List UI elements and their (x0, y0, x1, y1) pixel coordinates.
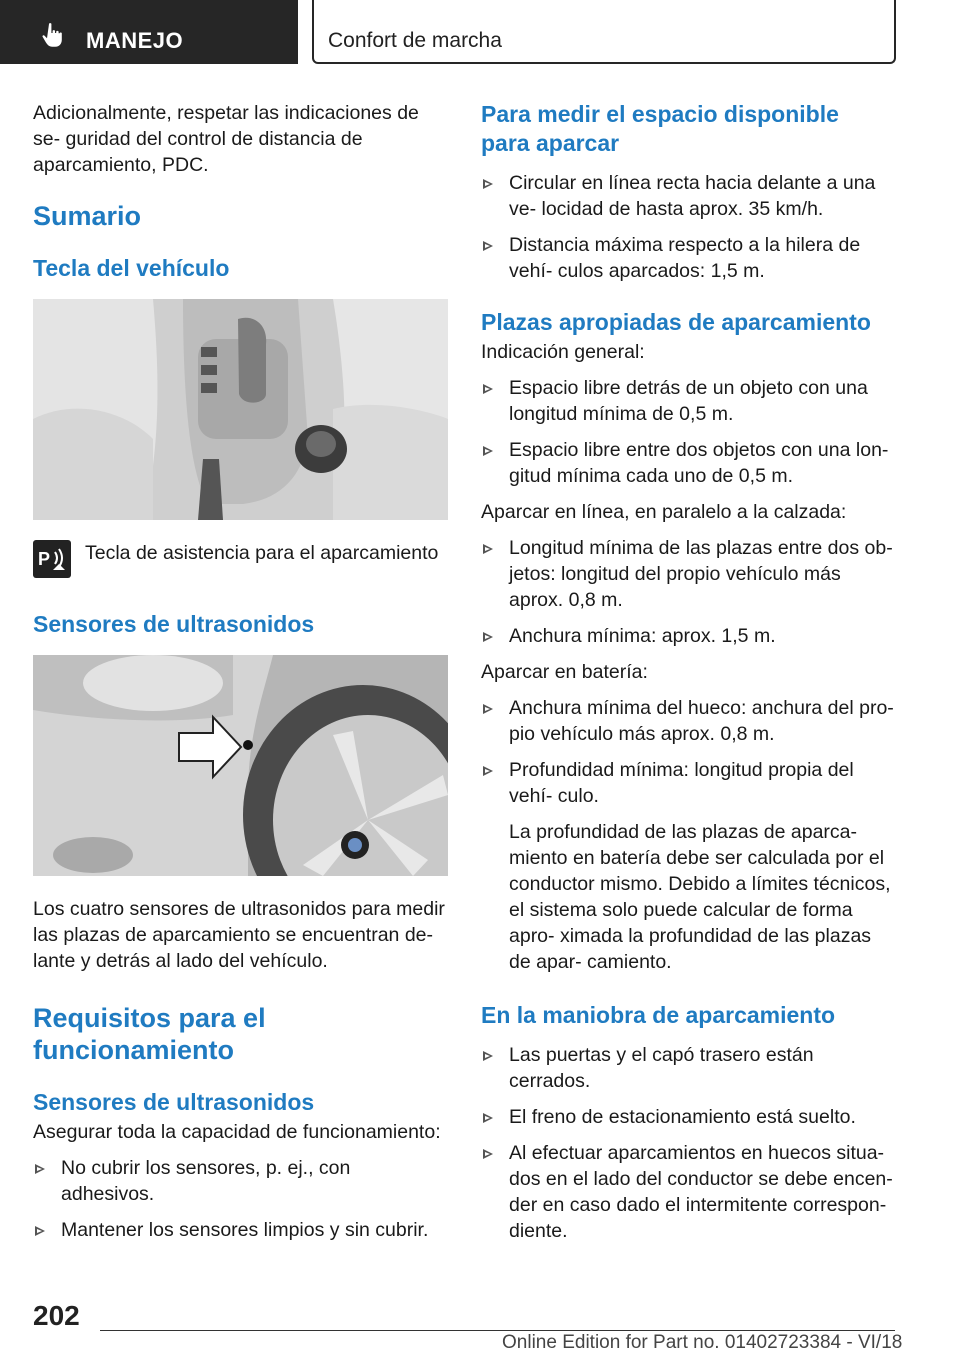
bullet-triangle-icon (483, 1051, 493, 1061)
footer-divider (100, 1330, 895, 1331)
bullet-triangle-icon (35, 1164, 45, 1174)
wheel-illustration (33, 655, 448, 876)
sensores-paragraph: Los cuatro sensores de ultrasonidos para medir las plazas de aparcamiento se encuentran de‐ lante y detrás al lado del vehículo. (33, 898, 445, 972)
tecla-caption: Tecla de asistencia para el aparcamiento (85, 542, 439, 564)
list-item: Anchura mínima del hueco: anchura del pro‐ pio vehículo más aprox. 0,8 m. (481, 695, 896, 747)
bullet-triangle-icon (483, 384, 493, 394)
bateria-paragraph: Aparcar en batería: (481, 661, 648, 683)
bullet-triangle-icon (483, 179, 493, 189)
bullet-triangle-icon (483, 446, 493, 456)
console-photo (33, 299, 448, 520)
heading-maniobra: En la maniobra de aparcamiento (481, 1002, 836, 1028)
list-item: Anchura mínima: aprox. 1,5 m. (481, 623, 896, 649)
heading-sensores-2: Sensores de ultrasonidos (33, 1089, 315, 1115)
page-number: 202 (33, 1300, 80, 1331)
heading-plazas: Plazas apropiadas de aparcamiento (481, 309, 871, 335)
list-item: No cubrir los sensores, p. ej., con adhesivos. (33, 1155, 448, 1207)
bullet-triangle-icon (483, 1113, 493, 1123)
bullet-triangle-icon (483, 632, 493, 642)
heading-sumario: Sumario (33, 201, 142, 231)
list-item: Espacio libre detrás de un objeto con una longitud mínima de 0,5 m. (481, 375, 896, 427)
svg-text:P: P (38, 549, 51, 569)
heading-requisitos: Requisitos para el funcionamiento (33, 1003, 266, 1065)
edition-note: Online Edition for Part no. 01402723384 - VI/18 (502, 1332, 903, 1353)
list-item: Espacio libre entre dos objetos con una lon‐ gitud mínima cada uno de 0,5 m. (481, 437, 896, 489)
indicacion-paragraph: Indicación general: (481, 341, 645, 363)
page-header (0, 0, 960, 66)
chapter-label: Confort de marcha (328, 29, 502, 52)
list-item: Mantener los sensores limpios y sin cubrir. (33, 1217, 448, 1243)
bullet-triangle-icon (483, 544, 493, 554)
intro-paragraph: Adicionalmente, respetar las indicaciones de se‐ guridad del control de distancia de aparcamiento, PDC. (33, 102, 419, 176)
left-column (33, 100, 448, 1243)
hand-pointer-icon (40, 22, 66, 48)
list-item: Al efectuar aparcamientos en huecos situa‐ dos en el lado del conductor se debe encen‐ der en caso dado el intermitente correspon‐ diente. (481, 1140, 896, 1244)
list-item: Profundidad mínima: longitud propia del vehí‐ culo. (481, 757, 896, 809)
wheel-photo (33, 655, 448, 876)
pdc-legend (33, 540, 448, 578)
list-item: Distancia máxima respecto a la hilera de vehí‐ culos aparcados: 1,5 m. (481, 232, 896, 284)
bullet-triangle-icon (483, 704, 493, 714)
parking-assist-icon (33, 540, 71, 578)
list-item: Longitud mínima de las plazas entre dos ob‐ jetos: longitud del propio vehículo más aprox. 0,8 m. (481, 535, 896, 613)
bullet-triangle-icon (483, 1149, 493, 1159)
bullet-triangle-icon (483, 766, 493, 776)
section-label: MANEJO (86, 28, 184, 53)
heading-tecla: Tecla del vehículo (33, 255, 230, 281)
bullet-triangle-icon (35, 1226, 45, 1236)
console-illustration (33, 299, 448, 520)
list-item: Circular en línea recta hacia delante a una ve‐ locidad de hasta aprox. 35 km/h. (481, 170, 896, 222)
heading-sensores: Sensores de ultrasonidos (33, 611, 315, 637)
list-item: Las puertas y el capó trasero están cerrados. (481, 1042, 896, 1094)
chapter-tab (312, 0, 896, 64)
section-tab (0, 0, 298, 64)
bullet-triangle-icon (483, 241, 493, 251)
bateria-note: La profundidad de las plazas de aparca‐ miento en batería debe ser calculada por el conductor mismo. Debido a límites técnicos, el sistema solo puede calcular de forma apro‐ ximada la profundidad de las plazas de apar‐ camiento. (509, 821, 891, 973)
heading-medir: Para medir el espacio disponible para aparcar (481, 101, 839, 156)
linea-paragraph: Aparcar en línea, en paralelo a la calzada: (481, 501, 847, 523)
list-item: El freno de estacionamiento está suelto. (481, 1104, 896, 1130)
asegurar-paragraph: Asegurar toda la capacidad de funcionamiento: (33, 1121, 441, 1143)
right-column (481, 100, 896, 1244)
